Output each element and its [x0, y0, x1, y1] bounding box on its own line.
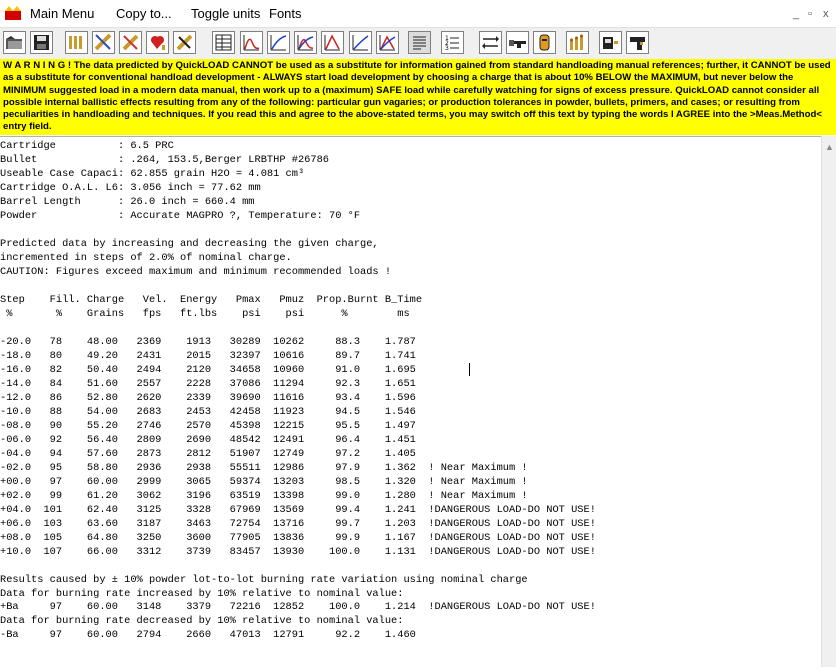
output-header-line: Barrel Length : 26.0 inch = 660.4 mm: [0, 195, 255, 208]
edit-icon[interactable]: [173, 31, 196, 54]
output-header-line: Cartridge : 6.5 PRC: [0, 140, 174, 152]
data-table-row: +08.0 105 64.80 3250 3600 77905 13836 99.9 1.167 !DANGEROUS LOAD-DO NOT USE!: [0, 531, 596, 544]
data-table-row: +04.0 101 62.40 3125 3328 67969 13569 99.4 1.241 !DANGEROUS LOAD-DO NOT USE!: [0, 503, 596, 516]
output-footer-line: +Ba 97 60.00 3148 3379 72216 12852 100.0 1.214 !DANGEROUS LOAD-DO NOT USE!: [0, 601, 596, 614]
data-table-row: -08.0 90 55.20 2746 2570 45398 12215 95.5 1.497: [0, 419, 416, 432]
vertical-scrollbar[interactable]: [821, 136, 836, 667]
data-table-row: +10.0 107 66.00 3312 3739 83457 13930 100.0 1.131 !DANGEROUS LOAD-DO NOT USE!: [0, 545, 596, 558]
output-header-line: Bullet : .264, 153.5,Berger LRBTHP #26786: [0, 153, 329, 166]
data-table-row: -14.0 84 51.60 2557 2228 37086 11294 92.3 1.651: [0, 377, 416, 390]
save-icon[interactable]: [30, 31, 53, 54]
menu-main-menu[interactable]: Main Menu: [30, 6, 95, 21]
data-table-row: -06.0 92 56.40 2809 2690 48542 12491 96.4 1.451: [0, 433, 416, 446]
cartridge-compare-icon[interactable]: [92, 31, 115, 54]
table-icon[interactable]: [212, 31, 235, 54]
toolbar: [0, 27, 836, 60]
heart-icon[interactable]: [146, 31, 169, 54]
transfer-icon[interactable]: [479, 31, 502, 54]
close-button[interactable]: x: [823, 8, 829, 20]
data-table-row: -18.0 80 49.20 2431 2015 32397 10616 89.7 1.741: [0, 349, 416, 362]
output-footer-line: Data for burning rate increased by 10% relative to nominal value:: [0, 587, 404, 600]
cartridge-icon[interactable]: [65, 31, 88, 54]
pressure-curve-icon[interactable]: [240, 31, 263, 54]
svg-text:1: 1: [445, 35, 449, 42]
text-output-icon[interactable]: [408, 31, 431, 54]
text-cursor: [469, 363, 470, 376]
data-table-row: -12.0 86 52.80 2620 2339 39690 11616 93.4 1.596: [0, 391, 416, 404]
power-meter-icon[interactable]: [599, 31, 622, 54]
menu-fonts[interactable]: Fonts: [269, 6, 302, 21]
output-footer-line: -Ba 97 60.00 2794 2660 47013 12791 92.2 1.460: [0, 629, 416, 642]
warning-banner: W A R N I N G ! The data predicted by QuickLOAD CANNOT be used as a substitute for information gained from standard handloading manual references; further, it CANNOT be used as a substitute for conventional handload development - ALWAYS start load development by choosing a charge that is about 10% BELOW the MAXIMUM, but never below the MINIMUM suggested load in a modern data manual, then work up to a (maximum) SAFE load while carefully watching for signs of excess pressure. QuickLOAD cannot consider all possible internal ballistic effects resulting from any of the following: particular gun vagaries; or production tolerances in powder, bullets, primers, and cases; or resulting from peculiarities in handloading and techniques. If you read this and agree to the above-stated terms, you may switch off this text by typing the words I AGREE into the >Meas.Method< entry field.: [0, 59, 836, 135]
minimize-button[interactable]: _: [793, 8, 800, 20]
pistol-icon[interactable]: [626, 31, 649, 54]
output-header-line: Step Fill. Charge Vel. Energy Pmax Pmuz Prop.Burnt B_Time: [0, 293, 423, 306]
data-table-row: +06.0 103 63.60 3187 3463 72754 13716 99.7 1.203 !DANGEROUS LOAD-DO NOT USE!: [0, 517, 596, 530]
output-header-line: Predicted data by increasing and decreasing the given charge,: [0, 237, 379, 250]
output-header-line: incremented in steps of 2.0% of nominal charge.: [0, 251, 292, 264]
output-header-line: % % Grains fps ft.lbs psi psi % ms: [0, 307, 410, 320]
numbered-list-icon[interactable]: [441, 31, 464, 54]
output-header-line: CAUTION: Figures exceed maximum and minimum recommended loads !: [0, 265, 392, 278]
menu-bar: [0, 0, 836, 27]
pressure-velocity-icon[interactable]: [349, 31, 372, 54]
results-text-area[interactable]: [0, 136, 821, 668]
app-icon: [4, 5, 22, 21]
velocity-curve-icon[interactable]: [267, 31, 290, 54]
scroll-up-icon[interactable]: ▲: [825, 142, 834, 152]
data-table-row: -16.0 82 50.40 2494 2120 34658 10960 91.0 1.695: [0, 363, 416, 376]
energy-curve-icon[interactable]: [294, 31, 317, 54]
svg-text:2: 2: [445, 40, 449, 47]
data-table-row: -02.0 95 58.80 2936 2938 55511 12986 97.9 1.362 ! Near Maximum !: [0, 461, 528, 474]
data-table-row: +02.0 99 61.20 3062 3196 63519 13398 99.0 1.280 ! Near Maximum !: [0, 489, 528, 502]
data-table-row: -10.0 88 54.00 2683 2453 42458 11923 94.5 1.546: [0, 405, 416, 418]
open-folder-icon[interactable]: [3, 31, 26, 54]
rifle-icon[interactable]: [506, 31, 529, 54]
restore-button[interactable]: ▫: [808, 8, 812, 20]
data-table-row: -20.0 78 48.00 2369 1913 30289 10262 88.3 1.787: [0, 335, 416, 348]
chart-compare-icon[interactable]: [376, 31, 399, 54]
results-text: [0, 137, 821, 643]
burn-curve-icon[interactable]: [321, 31, 344, 54]
menu-copy-to[interactable]: Copy to...: [116, 6, 172, 21]
propellant-icon[interactable]: [119, 31, 142, 54]
output-footer-line: Data for burning rate decreased by 10% relative to nominal value:: [0, 615, 404, 628]
data-table-row: -04.0 94 57.60 2873 2812 51907 12749 97.2 1.405: [0, 447, 416, 460]
barrel-icon[interactable]: [533, 31, 556, 54]
bullets-icon[interactable]: [566, 31, 589, 54]
output-header-line: Powder : Accurate MAGPRO ?, Temperature: 70 °F: [0, 209, 361, 222]
output-header-line: Cartridge O.A.L. L6: 3.056 inch = 77.62 mm: [0, 181, 261, 194]
svg-text:3: 3: [445, 45, 449, 52]
data-table-row: +00.0 97 60.00 2999 3065 59374 13203 98.5 1.320 ! Near Maximum !: [0, 475, 528, 488]
menu-toggle-units[interactable]: Toggle units: [191, 6, 261, 21]
output-header-line: Useable Case Capaci: 62.855 grain H2O = 4.081 cm³: [0, 167, 305, 180]
output-footer-line: Results caused by ± 10% powder lot-to-lot burning rate variation using nominal charge: [0, 573, 528, 586]
